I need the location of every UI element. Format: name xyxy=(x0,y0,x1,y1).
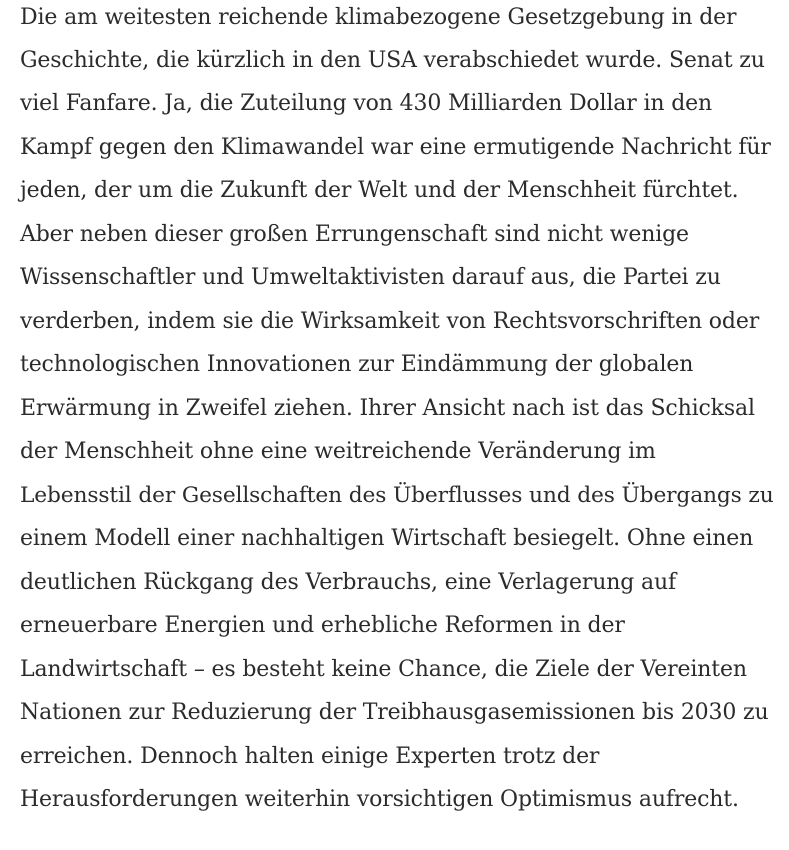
paragraph-line: deutlichen Rückgang des Verbrauchs, eine Verlagerung auf xyxy=(20,570,676,595)
paragraph-line: einem Modell einer nachhaltigen Wirtschaft besiegelt. Ohne einen xyxy=(20,526,754,551)
paragraph-line: Aber neben dieser großen Errungenschaft sind nicht wenige xyxy=(20,222,689,247)
paragraph-line: Erwärmung in Zweifel ziehen. Ihrer Ansicht nach ist das Schicksal xyxy=(20,396,755,421)
paragraph-line: Die am weitesten reichende klimabezogene Gesetzgebung in der xyxy=(20,5,737,30)
paragraph-line: Wissenschaftler und Umweltaktivisten darauf aus, die Partei zu xyxy=(20,265,721,290)
paragraph-line: der Menschheit ohne eine weitreichende Veränderung im xyxy=(20,439,656,464)
paragraph-line: viel Fanfare. Ja, die Zuteilung von 430 Milliarden Dollar in den xyxy=(20,91,713,116)
paragraph-line: jeden, der um die Zukunft der Welt und der Menschheit fürchtet. xyxy=(20,178,739,203)
paragraph-line: technologischen Innovationen zur Eindämmung der globalen xyxy=(20,352,694,377)
paragraph-line: Kampf gegen den Klimawandel war eine ermutigende Nachricht für xyxy=(20,135,771,160)
paragraph-line: Landwirtschaft – es besteht keine Chance, die Ziele der Vereinten xyxy=(20,657,747,682)
paragraph-line: Nationen zur Reduzierung der Treibhausgasemissionen bis 2030 zu xyxy=(20,700,769,725)
paragraph-line: erreichen. Dennoch halten einige Experten trotz der xyxy=(20,744,600,769)
paragraph-line: verderben, indem sie die Wirksamkeit von Rechtsvorschriften oder xyxy=(20,309,760,334)
paragraph-line: Lebensstil der Gesellschaften des Überflusses und des Übergangs zu xyxy=(20,483,774,508)
paragraph-line: Geschichte, die kürzlich in den USA verabschiedet wurde. Senat zu xyxy=(20,48,765,73)
paragraph-line: erneuerbare Energien und erhebliche Reformen in der xyxy=(20,613,625,638)
paragraph-line: Herausforderungen weiterhin vorsichtigen Optimismus aufrecht. xyxy=(20,787,739,812)
